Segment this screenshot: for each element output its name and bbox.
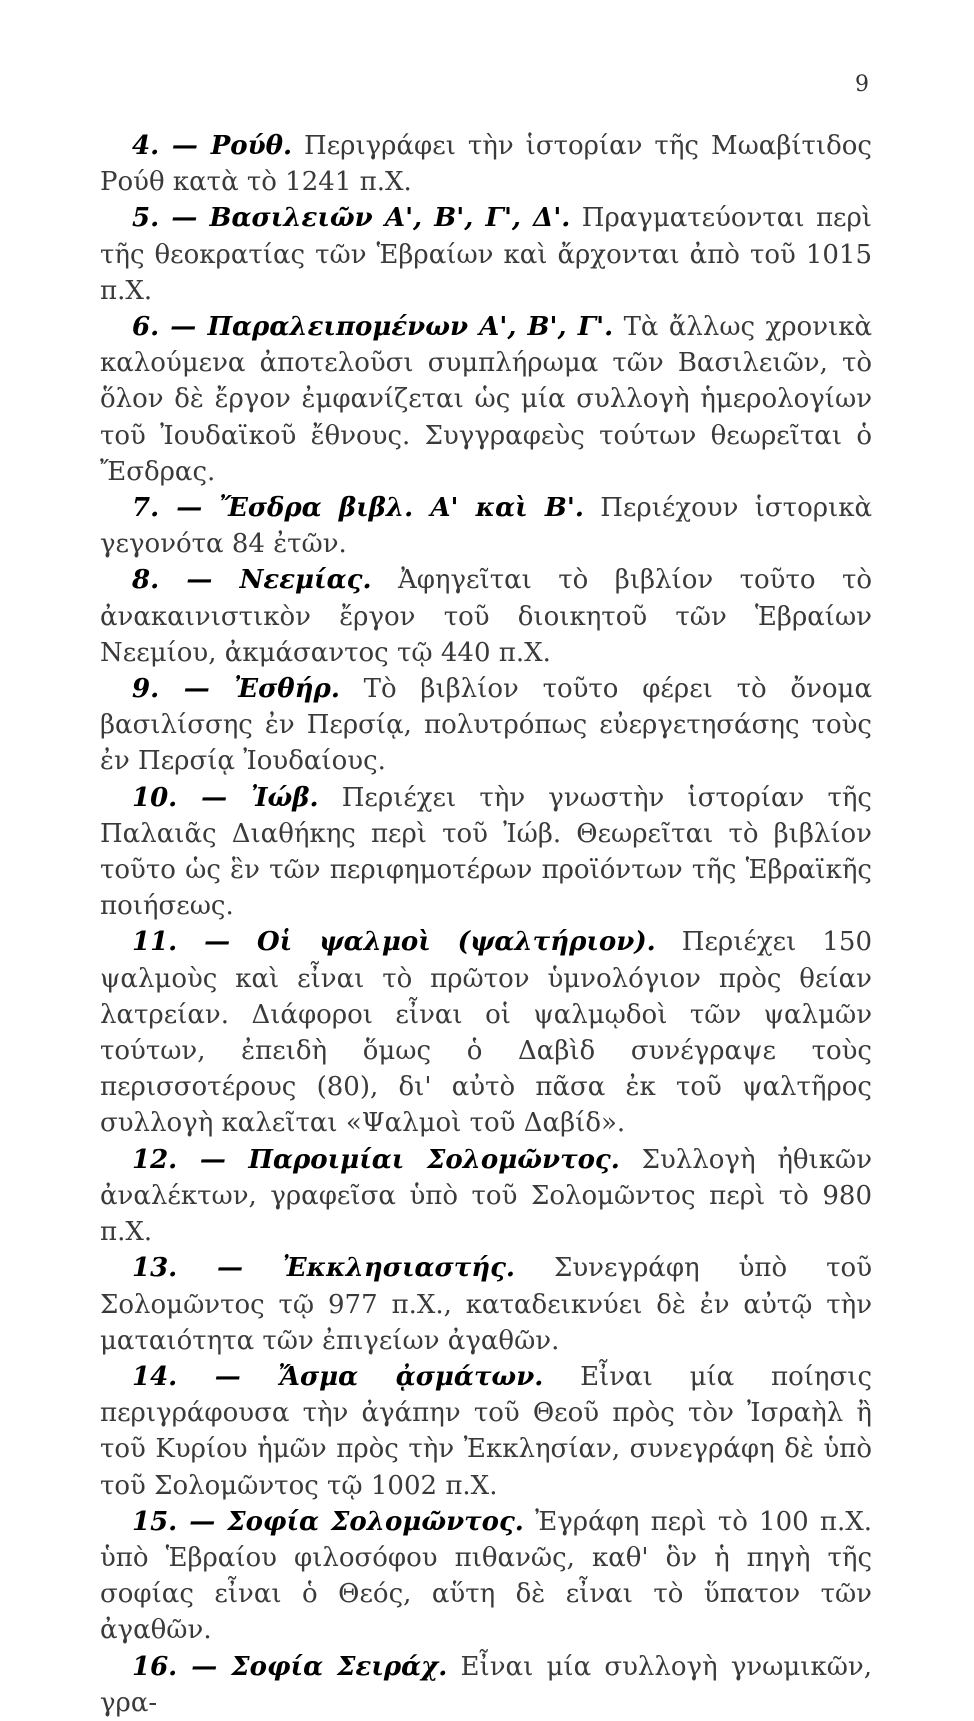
- entry-wisdom-of-solomon: [100, 1504, 872, 1649]
- entry-text: Ἐγράφη περὶ τὸ 100 π.Χ. ὑπὸ Ἑβραίου φιλοσόφου πιθανῶς, καθ' ὃν ἡ πηγὴ τῆς σοφίας εἶναι ὁ Θεός, αὕτη δὲ εἶναι τὸ ὕπατον τῶν ἀγαθῶν.: [100, 1506, 873, 1646]
- entry-text: Ἀφηγεῖται τὸ βιβλίον τοῦτο τὸ ἀνακαινιστικὸν ἔργον τοῦ διοικητοῦ τῶν Ἑβραίων Νεεμίου, ἀκμάσαντος τῷ 440 π.Χ.: [100, 565, 872, 668]
- entry-text: Εἶναι μία συλλογὴ γνωμικῶν, γρα-: [100, 1651, 872, 1718]
- entry-title: 8. — Νεεμίας.: [132, 565, 372, 596]
- entry-song-of-songs: [100, 1359, 872, 1504]
- entry-ecclesiastes: [100, 1250, 872, 1359]
- entry-text: Περιέχουν ἱστορικὰ γεγονότα 84 ἐτῶν.: [100, 493, 873, 560]
- entry-title: 4. — Ρούθ.: [132, 131, 293, 161]
- entry-title: 13. — Ἐκκλησιαστής.: [132, 1253, 515, 1284]
- entry-title: 15. — Σοφία Σολομῶντος.: [132, 1506, 524, 1537]
- entry-title: 5. — Βασιλειῶν Α', Β', Γ', Δ'.: [132, 203, 571, 234]
- entry-wisdom-of-sirach: [100, 1649, 872, 1721]
- entry-esther: [100, 671, 872, 780]
- entry-ezra: [100, 490, 872, 562]
- entry-job: [100, 780, 872, 925]
- entry-title: 6. — Παραλειπομένων Α', Β', Γ'.: [132, 312, 614, 343]
- entry-text: Συνεγράφη ὑπὸ τοῦ Σολομῶντος τῷ 977 π.Χ., καταδεικνύει δὲ ἐν αὐτῷ τὴν ματαιότητα τῶν ἐπιγείων ἀγαθῶν.: [100, 1253, 872, 1356]
- page-body: [100, 128, 872, 1721]
- entry-title: 11. — Οἱ ψαλμοὶ (ψαλτήριον).: [132, 927, 656, 958]
- entry-title: 12. — Παροιμίαι Σολομῶντος.: [132, 1144, 620, 1175]
- entry-nehemiah: [100, 562, 872, 671]
- entry-chronicles: [100, 309, 872, 490]
- entry-proverbs: [100, 1142, 872, 1251]
- entry-ruth: [100, 128, 872, 200]
- entry-title: 14. — Ἄσμα ᾀσμάτων.: [132, 1361, 544, 1392]
- entry-text: Περιγράφει τὴν ἱστορίαν τῆς Μωαβίτιδος Ρούθ κατὰ τὸ 1241 π.Χ.: [100, 131, 872, 198]
- entry-title: 16. — Σοφία Σειράχ.: [132, 1651, 448, 1682]
- page-number: 9: [855, 72, 869, 97]
- entry-title: 7. — Ἔσδρα βιβλ. Α' καὶ Β'.: [132, 493, 584, 524]
- entry-title: 9. — Ἐσθήρ.: [132, 674, 340, 705]
- entry-text: Εἶναι μία ποίησις περιγράφουσα τὴν ἀγάπην τοῦ Θεοῦ πρὸς τὸν Ἰσραὴλ ἢ τοῦ Κυρίου ἡμῶν πρὸς τὴν Ἐκκλησίαν, συνεγράφη δὲ ὑπὸ τοῦ Σολομῶντος τῷ 1002 π.Χ.: [100, 1361, 873, 1501]
- entry-text: Περιέχει 150 ψαλμοὺς καὶ εἶναι τὸ πρῶτον ὑμνολόγιον πρὸς θείαν λατρείαν. Διάφοροι εἶναι οἱ ψαλμῳδοὶ τῶν ψαλμῶν τούτων, ἐπειδὴ ὅμως ὁ Δαβὶδ συνέγραψε τοὺς περισσοτέρους (80), δι' αὐτὸ πᾶσα ἐκ τοῦ ψαλτῆρος συλλογὴ καλεῖται «Ψαλμοὶ τοῦ Δαβίδ».: [100, 927, 872, 1139]
- entry-text: Πραγματεύονται περὶ τῆς θεοκρατίας τῶν Ἑβραίων καὶ ἄρχονται ἀπὸ τοῦ 1015 π.Χ.: [100, 203, 872, 306]
- entry-kings: [100, 200, 872, 309]
- entry-psalms: [100, 924, 872, 1141]
- entry-text: Τὸ βιβλίον τοῦτο φέρει τὸ ὄνομα βασιλίσσης ἐν Περσίᾳ, πολυτρόπως εὐεργετησάσης τοὺς ἐν Περσίᾳ Ἰουδαίους.: [100, 674, 873, 777]
- entry-title: 10. — Ἰώβ.: [132, 782, 319, 813]
- entry-text: Τὰ ἄλλως χρονικὰ καλούμενα ἀποτελοῦσι συμπλήρωμα τῶν Βασιλειῶν, τὸ ὅλον δὲ ἔργον ἐμφανίζεται ὡς μία συλλογὴ ἡμερολογίων τοῦ Ἰουδαϊκοῦ ἔθνους. Συγγραφεὺς τούτων θεωρεῖται ὁ Ἔσδρας.: [100, 312, 873, 487]
- entry-text: Περιέχει τὴν γνωστὴν ἱστορίαν τῆς Παλαιᾶς Διαθήκης περὶ τοῦ Ἰώβ. Θεωρεῖται τὸ βιβλίον τοῦτο ὡς ἓν τῶν περιφημοτέρων προϊόντων τῆς Ἑβραϊκῆς ποιήσεως.: [100, 782, 872, 922]
- entry-text: Συλλογὴ ἠθικῶν ἀναλέκτων, γραφεῖσα ὑπὸ τοῦ Σολομῶντος περὶ τὸ 980 π.Χ.: [100, 1144, 872, 1248]
